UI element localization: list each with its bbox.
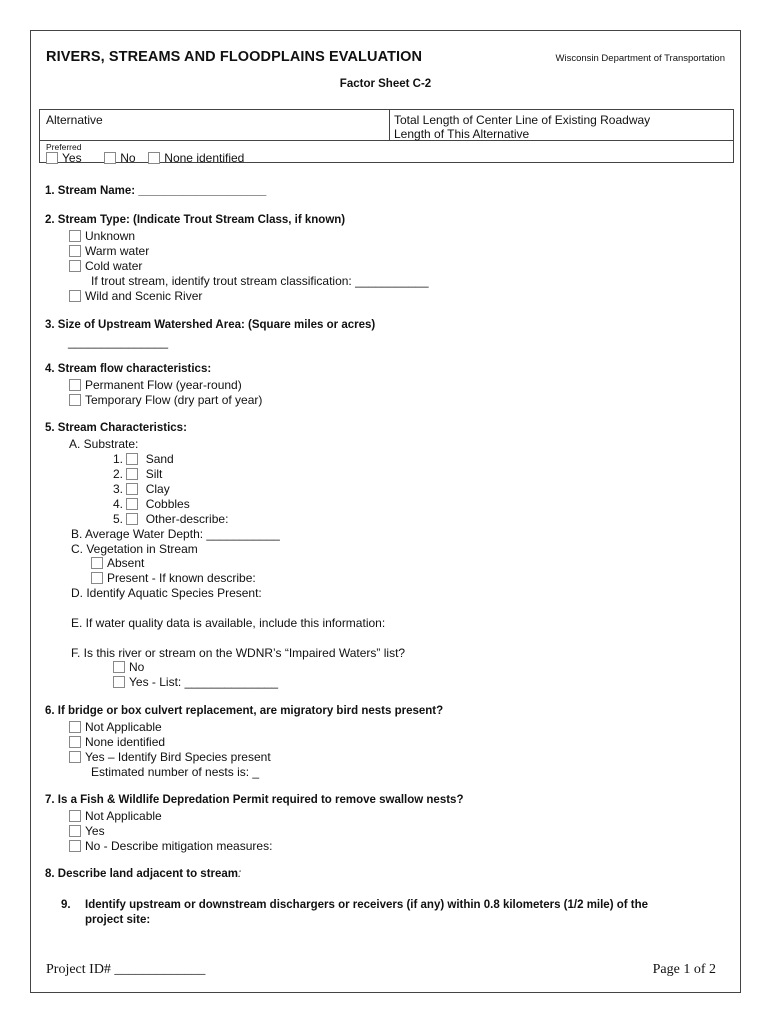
- checkbox[interactable]: [126, 483, 138, 495]
- checkbox[interactable]: [126, 513, 138, 525]
- checkbox[interactable]: [126, 468, 138, 480]
- checkbox[interactable]: [91, 557, 103, 569]
- option-label: Other-describe:: [145, 512, 229, 526]
- checkbox[interactable]: [69, 290, 81, 302]
- q6-option-yes[interactable]: [69, 750, 271, 764]
- q2-stream-type: 2. Stream Type: (Indicate Trout Stream Class, if known): [45, 214, 346, 226]
- checkbox[interactable]: [91, 572, 103, 584]
- table-divider: [389, 110, 390, 140]
- alternative-table: [39, 109, 734, 163]
- q8-land-adjacent: [45, 868, 241, 880]
- q6-option-none[interactable]: [69, 735, 165, 749]
- preferred-none-checkbox[interactable]: [148, 152, 160, 164]
- q5-substrate-sand[interactable]: [113, 452, 174, 466]
- checkbox[interactable]: [69, 260, 81, 272]
- checkbox[interactable]: [126, 453, 138, 465]
- q3-watershed-area: 3. Size of Upstream Watershed Area: (Square miles or acres): [45, 319, 376, 331]
- q5-substrate-clay[interactable]: [113, 482, 170, 496]
- checkbox[interactable]: [69, 230, 81, 242]
- q5-water-depth: B. Average Water Depth: ___________: [71, 527, 280, 541]
- project-id: Project ID# _____________: [46, 962, 206, 977]
- q5-characteristics: 5. Stream Characteristics:: [45, 422, 187, 434]
- q7-option-na[interactable]: [69, 809, 162, 823]
- q5-aquatic-species: D. Identify Aquatic Species Present:: [71, 586, 262, 600]
- option-label: Cobbles: [145, 497, 190, 511]
- preferred-options: [46, 151, 244, 165]
- q5-impaired-yes[interactable]: [113, 675, 278, 689]
- option-label: No - Describe mitigation measures:: [85, 839, 273, 853]
- option-label: None identified: [85, 735, 166, 749]
- q4-option-temporary[interactable]: [69, 393, 262, 407]
- option-label: Present - If known describe:: [107, 571, 256, 585]
- q9-number: 9.: [61, 899, 71, 911]
- checkbox[interactable]: [69, 721, 81, 733]
- checkbox[interactable]: [69, 810, 81, 822]
- alternative-row: [40, 110, 733, 141]
- preferred-no-label: No: [120, 151, 136, 165]
- option-label: Clay: [145, 482, 170, 496]
- q1-stream-name: 1. Stream Name: ____________________: [45, 185, 267, 197]
- item-number: 3.: [113, 482, 124, 496]
- q6-nest-estimate: Estimated number of nests is: _: [91, 765, 260, 779]
- q5-substrate-other[interactable]: [113, 512, 228, 526]
- option-label: Silt: [145, 467, 163, 481]
- preferred-yes-label: Yes: [62, 151, 82, 165]
- checkbox[interactable]: [126, 498, 138, 510]
- checkbox[interactable]: [69, 751, 81, 763]
- q5-substrate-label: A. Substrate:: [69, 437, 139, 451]
- alt-length-label: Length of This Alternative: [394, 127, 530, 141]
- option-label: Temporary Flow (dry part of year): [85, 393, 263, 407]
- item-number: 2.: [113, 467, 124, 481]
- q7-option-no[interactable]: [69, 839, 272, 853]
- page-number: Page 1 of 2: [652, 962, 716, 977]
- q4-flow: 4. Stream flow characteristics:: [45, 363, 212, 375]
- option-label: Warm water: [85, 244, 150, 258]
- q7-option-yes[interactable]: [69, 824, 105, 838]
- q2-option-cold[interactable]: [69, 259, 142, 273]
- q9-dischargers-line2: project site:: [85, 914, 151, 926]
- checkbox[interactable]: [69, 394, 81, 406]
- q4-option-permanent[interactable]: [69, 378, 242, 392]
- preferred-label: Preferred: [46, 142, 82, 152]
- q9-dischargers-line1: Identify upstream or downstream dischargers or receivers (if any) within 0.8 kilometers (1/2 mile) of the: [85, 899, 649, 911]
- q2-option-wild-scenic[interactable]: [69, 289, 202, 303]
- checkbox[interactable]: [113, 676, 125, 688]
- q5-vegetation-label: C. Vegetation in Stream: [71, 542, 198, 556]
- agency-name: Wisconsin Department of Transportation: [555, 53, 725, 64]
- item-number: 5.: [113, 512, 124, 526]
- q2-option-unknown[interactable]: [69, 229, 135, 243]
- option-label: Yes – Identify Bird Species present: [85, 750, 271, 764]
- checkbox[interactable]: [69, 736, 81, 748]
- preferred-no-checkbox[interactable]: [104, 152, 116, 164]
- item-number: 1.: [113, 452, 124, 466]
- q8-colon: :: [238, 868, 242, 880]
- q5-impaired-no[interactable]: [113, 660, 144, 674]
- q6-bird-nests: 6. If bridge or box culvert replacement, are migratory bird nests present?: [45, 705, 444, 717]
- option-label: Yes: [85, 824, 105, 838]
- option-label: No: [129, 660, 145, 674]
- q7-depredation-permit: 7. Is a Fish & Wildlife Depredation Permit required to remove swallow nests?: [45, 794, 464, 806]
- preferred-yes-checkbox[interactable]: [46, 152, 58, 164]
- q5-water-quality: E. If water quality data is available, include this information:: [71, 616, 386, 630]
- option-label: Wild and Scenic River: [85, 289, 203, 303]
- q5-substrate-cobbles[interactable]: [113, 497, 190, 511]
- item-number: 4.: [113, 497, 124, 511]
- q3-blank: _______________: [68, 335, 169, 349]
- q5-impaired-waters: F. Is this river or stream on the WDNR’s “Impaired Waters” list?: [71, 646, 406, 660]
- option-label: Not Applicable: [85, 720, 162, 734]
- checkbox[interactable]: [69, 825, 81, 837]
- option-label: Sand: [145, 452, 174, 466]
- alternative-label: Alternative: [46, 113, 103, 127]
- q5-vegetation-absent[interactable]: [91, 556, 144, 570]
- q8-label: 8. Describe land adjacent to stream: [45, 868, 239, 880]
- form-subtitle: Factor Sheet C-2: [339, 78, 432, 90]
- option-label: Cold water: [85, 259, 143, 273]
- q5-vegetation-present[interactable]: [91, 571, 256, 585]
- form-page: [30, 30, 741, 993]
- q5-substrate-silt[interactable]: [113, 467, 162, 481]
- checkbox[interactable]: [69, 245, 81, 257]
- total-length-label: Total Length of Center Line of Existing Roadway: [394, 113, 651, 127]
- option-label: Permanent Flow (year-round): [85, 378, 242, 392]
- option-label: Absent: [107, 556, 145, 570]
- option-label: Not Applicable: [85, 809, 162, 823]
- checkbox[interactable]: [69, 379, 81, 391]
- checkbox[interactable]: [69, 840, 81, 852]
- checkbox[interactable]: [113, 661, 125, 673]
- q2-trout-classification: If trout stream, identify trout stream classification: ___________: [91, 274, 429, 288]
- q6-option-na[interactable]: [69, 720, 162, 734]
- q2-option-warm[interactable]: [69, 244, 149, 258]
- option-label: Unknown: [85, 229, 136, 243]
- option-label: Yes - List: ______________: [129, 675, 279, 689]
- preferred-none-label: None identified: [164, 151, 245, 165]
- form-title: RIVERS, STREAMS AND FLOODPLAINS EVALUATION: [46, 49, 423, 65]
